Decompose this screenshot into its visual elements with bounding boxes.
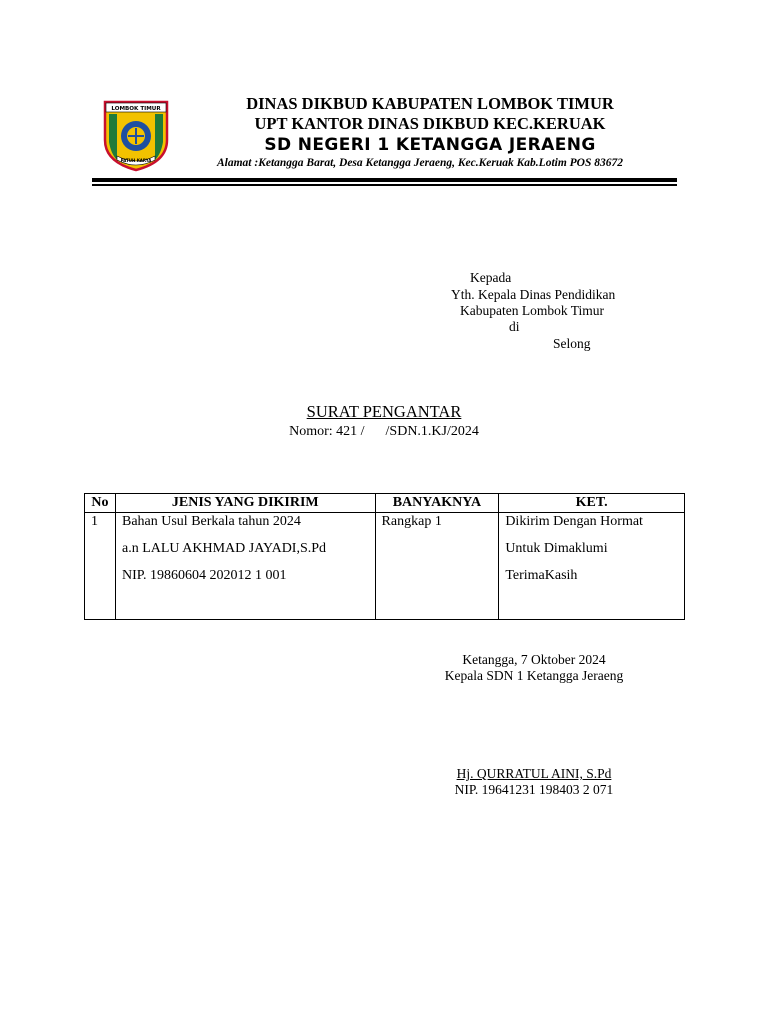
cell-no xyxy=(85,513,116,620)
header-jenis: JENIS YANG DIKIRIM xyxy=(115,494,375,513)
signature-position: Kepala SDN 1 Ketangga Jeraeng xyxy=(444,668,624,683)
letterhead-line-1: DINAS DIKBUD KABUPATEN LOMBOK TIMUR xyxy=(246,94,614,113)
jenis-line-3: NIP. 19860604 202012 1 001 xyxy=(121,568,287,583)
addressee-kepada: Kepada xyxy=(470,270,512,285)
logo-label-bottom: PATUH KARYA xyxy=(120,158,152,163)
school-name: SD NEGERI 1 KETANGGA JERAENG xyxy=(264,135,596,155)
addressee-regency: Kabupaten Lombok Timur xyxy=(460,303,604,318)
items-table xyxy=(84,493,685,620)
ket-line-3: TerimaKasih xyxy=(505,568,578,583)
cell-jenis xyxy=(115,513,375,620)
addressee-title: Yth. Kepala Dinas Pendidikan xyxy=(451,287,616,302)
signature-name: Hj. QURRATUL AINI, S.Pd xyxy=(456,766,612,781)
header-ket: KET. xyxy=(499,494,685,513)
signature-nip: NIP. 19641231 198403 2 071 xyxy=(454,782,614,797)
jenis-line-2: a.n LALU AKHMAD JAYADI,S.Pd xyxy=(121,541,327,556)
addressee-city: Selong xyxy=(553,336,591,351)
table-row xyxy=(85,513,685,620)
letterhead-thick-rule xyxy=(92,178,677,182)
addressee-di: di xyxy=(509,319,520,334)
jenis-line-1: Bahan Usul Berkala tahun 2024 xyxy=(121,514,301,529)
letter-title: SURAT PENGANTAR xyxy=(306,402,462,421)
table-header-row xyxy=(85,494,685,513)
cell-ket xyxy=(499,513,685,620)
regency-emblem-logo xyxy=(103,100,169,172)
school-address: Alamat :Ketangga Barat, Desa Ketangga Jeraeng, Kec.Keruak Kab.Lotim POS 83672 xyxy=(216,157,624,169)
logo-label-top: LOMBOK TIMUR xyxy=(111,106,161,112)
ket-line-1: Dikirim Dengan Hormat xyxy=(505,514,643,529)
header-no: No xyxy=(85,494,116,513)
header-banyaknya: BANYAKNYA xyxy=(375,494,499,513)
letterhead-thin-rule xyxy=(92,184,677,186)
letter-number: Nomor: 421 / /SDN.1.KJ/2024 xyxy=(289,424,479,439)
banyaknya-text: Rangkap 1 xyxy=(381,514,442,529)
ket-line-2: Untuk Dimaklumi xyxy=(505,541,608,556)
signature-place-date: Ketangga, 7 Oktober 2024 xyxy=(462,652,606,667)
letterhead-line-2: UPT KANTOR DINAS DIKBUD KEC.KERUAK xyxy=(254,114,606,133)
cell-banyaknya xyxy=(375,513,499,620)
cell-no-text: 1 xyxy=(91,514,98,529)
